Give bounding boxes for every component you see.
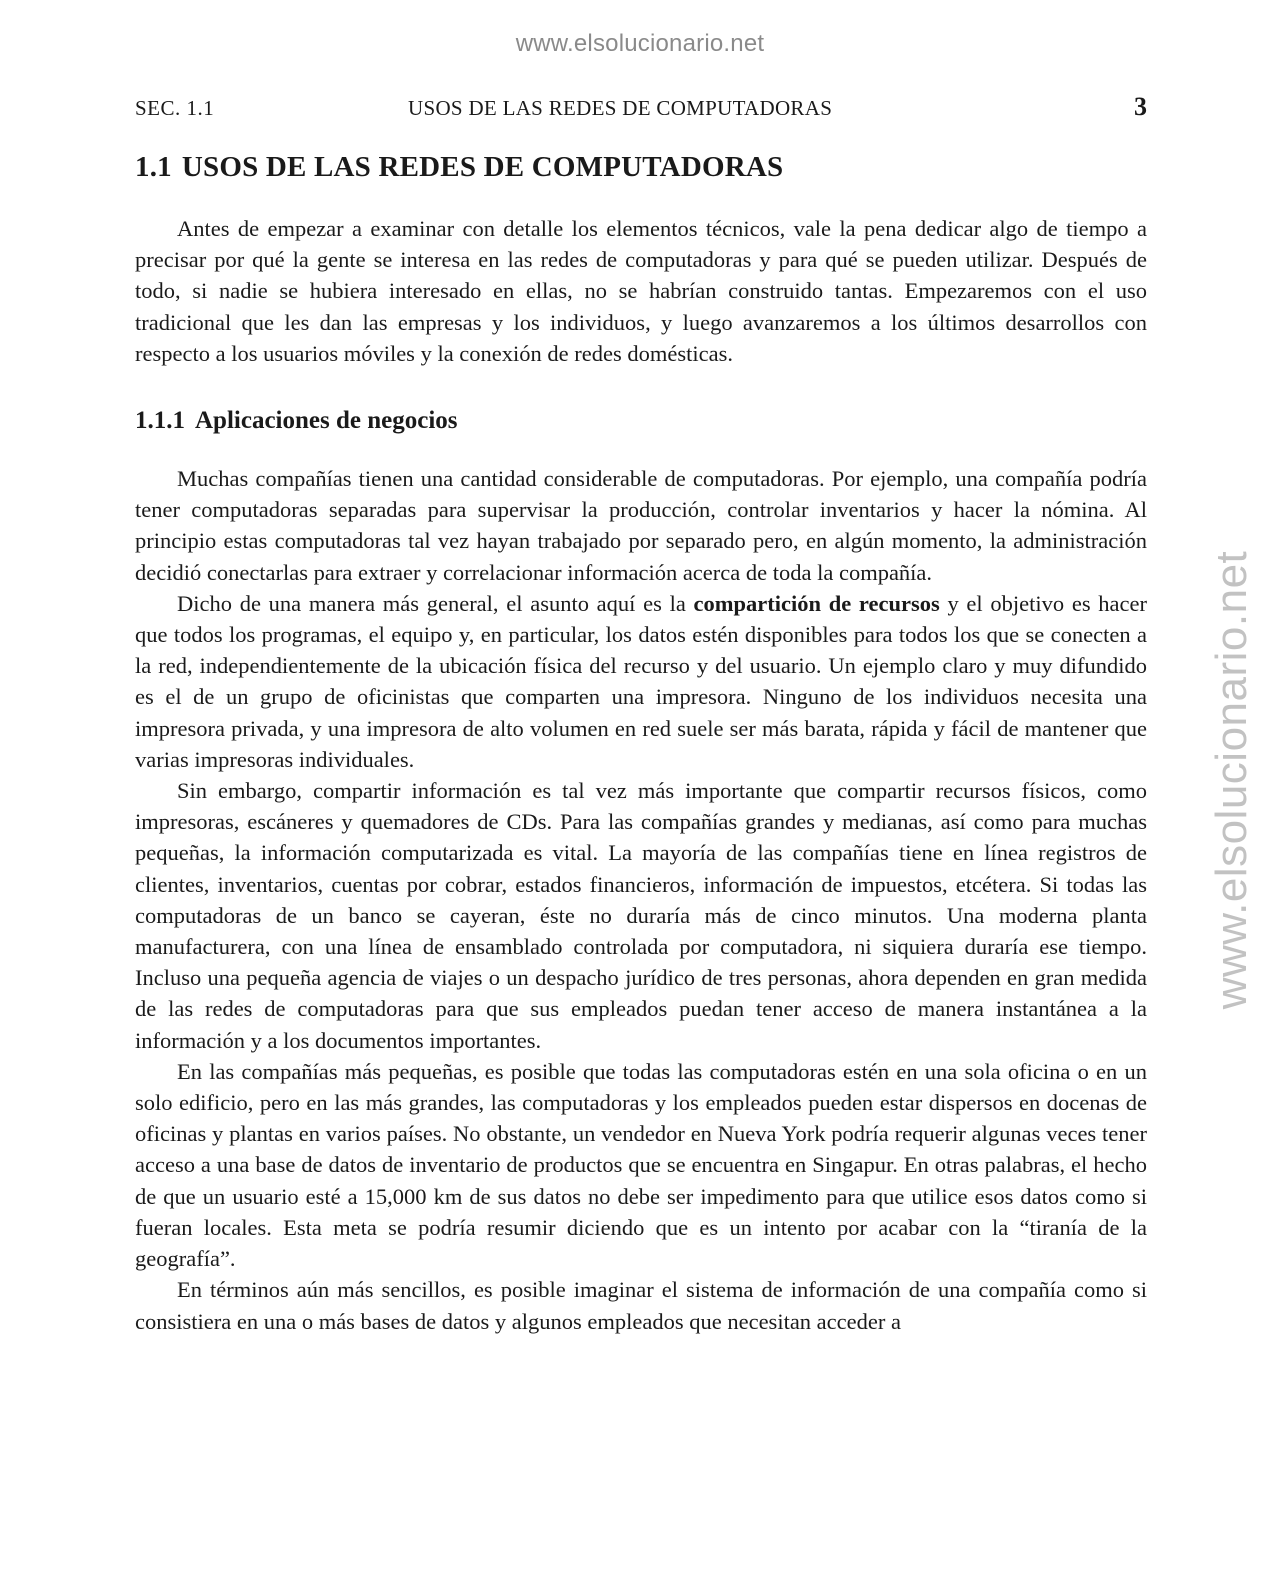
watermark-top: www.elsolucionario.net bbox=[515, 30, 765, 57]
paragraph-3: Sin embargo, compartir información es tal vez más importante que compartir recursos físicos, como impresoras, escáneres y quemadores de CDs. Para las compañías grandes y medianas, así como para muchas pequeñas, la información computarizada es vital. La mayoría de las compañías tiene en línea registros de clientes, inventarios, cuentas por cobrar, estados financieros, información de impuestos, etcétera. Si todas las computadoras de un banco se cayeran, éste no duraría más de cinco minutos. Una moderna planta manufacturera, con una línea de ensamblado controlada por computadora, ni siquiera duraría ese tiempo. Incluso una pequeña agencia de viajes o un despacho jurídico de tres personas, ahora dependen en gran medida de las redes de computadoras para que sus empleados puedan tener acceso de manera instantánea a la información y a los documentos importantes. bbox=[135, 778, 1147, 1053]
section-number: 1.1 bbox=[135, 151, 172, 183]
page-content bbox=[135, 148, 1147, 1337]
running-head-title: USOS DE LAS REDES DE COMPUTADORAS bbox=[408, 96, 833, 120]
section-heading bbox=[135, 148, 1147, 186]
paragraph-2 bbox=[135, 588, 1147, 775]
paragraph-4: En las compañías más pequeñas, es posible que todas las computadoras estén en una sola oficina o en un solo edificio, pero en las más grandes, las computadoras y los empleados pueden estar dispersos en docenas de oficinas y plantas en varios países. No obstante, un vendedor en Nueva York podría requerir algunas veces tener acceso a una base de datos de inventario de productos que se encuentra en Singapur. En otras palabras, el hecho de que un usuario esté a 15,000 km de sus datos no debe ser impedimento para que utilice esos datos como si fueran locales. Esta meta se podría resumir diciendo que es un intento por acabar con la “tiranía de la geografía”. bbox=[135, 1058, 1147, 1272]
key-term: compartición de recursos bbox=[693, 590, 940, 616]
running-head-section: SEC. 1.1 bbox=[135, 96, 215, 120]
subsection-heading bbox=[135, 404, 1147, 438]
paragraph-2-end: y el objetivo es hacer que todos los programas, el equipo y, en particular, los datos estén disponibles para todos los que se conecten a la red, independientemente de la ubicación física del recurso y del usuario. Un ejemplo claro y muy difundido es el de un grupo de oficinistas que comparten una impresora. Ninguno de los individuos necesita una impresora privada, y una impresora de alto volumen en red suele ser más barata, rápida y fácil de mantener que varias impresoras individuales. bbox=[135, 590, 1147, 772]
watermark-side: www.elsolucionario.net bbox=[1207, 550, 1256, 1010]
page-number: 3 bbox=[1134, 92, 1147, 121]
paragraph-1: Muchas compañías tienen una cantidad considerable de computadoras. Por ejemplo, una compañía podría tener computadoras separadas para supervisar la producción, controlar inventarios y hacer la nómina. Al principio estas computadoras tal vez hayan trabajado por separado pero, en algún momento, la administración decidió conectarlas para extraer y correlacionar información acerca de toda la compañía. bbox=[135, 466, 1147, 585]
running-head bbox=[135, 92, 1147, 124]
subsection-number: 1.1.1 bbox=[135, 407, 185, 435]
section-title: USOS DE LAS REDES DE COMPUTADORAS bbox=[181, 151, 784, 183]
paragraph-5: En términos aún más sencillos, es posible imaginar el sistema de información de una compañía como si consistiera en una o más bases de datos y algunos empleados que necesitan acceder a bbox=[135, 1277, 1147, 1334]
subsection-title: Aplicaciones de negocios bbox=[195, 407, 458, 435]
intro-paragraph: Antes de empezar a examinar con detalle los elementos técnicos, vale la pena dedicar algo de tiempo a precisar por qué la gente se interesa en las redes de computadoras y para qué se pueden utilizar. Después de todo, si nadie se hubiera interesado en ellas, no se habrían construido tantas. Empezaremos con el uso tradicional que les dan las empresas y los individuos, y luego avanzaremos a los últimos desarrollos con respecto a los usuarios móviles y la conexión de redes domésticas. bbox=[135, 216, 1147, 366]
paragraph-2-start: Dicho de una manera más general, el asunto aquí es la bbox=[177, 590, 694, 616]
